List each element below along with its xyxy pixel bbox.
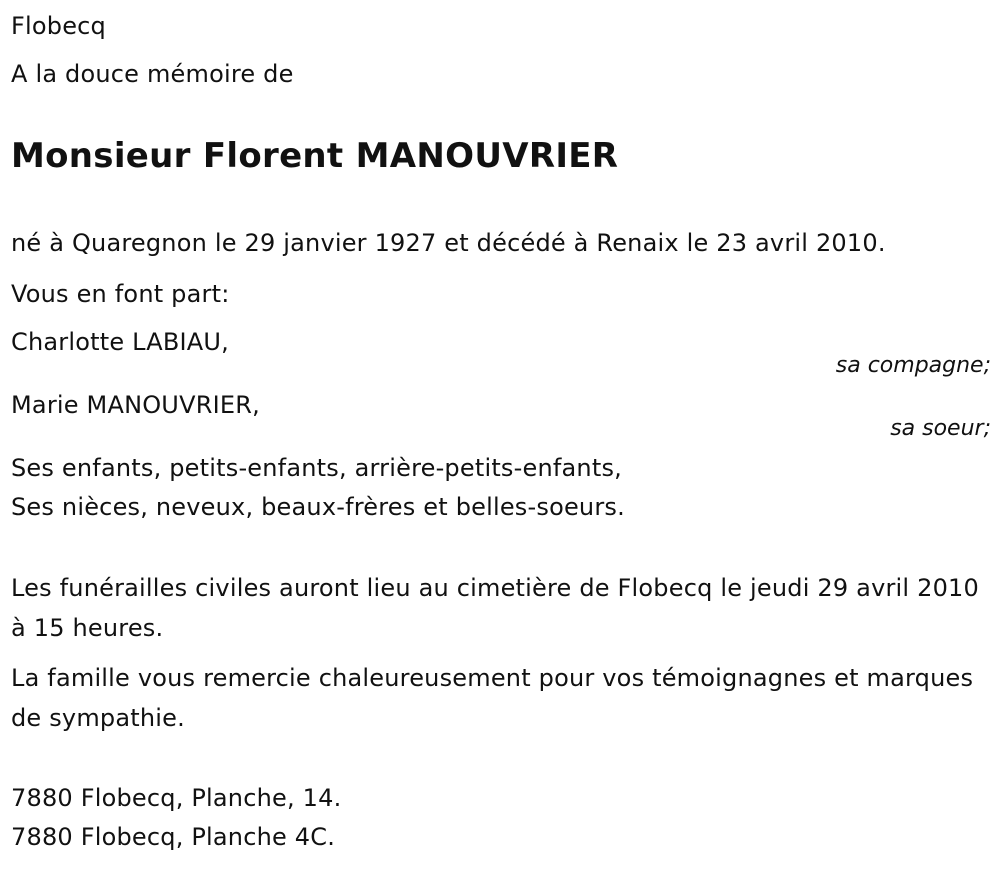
address-line: 7880 Flobecq, Planche 4C.: [11, 823, 336, 851]
relatives-line: Ses enfants, petits-enfants, arrière-petits-enfants,: [11, 454, 622, 482]
announce-text: Vous en font part:: [11, 280, 230, 308]
funeral-info: Les funérailles civiles auront lieu au cimetière de Flobecq le jeudi 29 avril 2010 à 15 heures.: [11, 574, 979, 642]
address-line: 7880 Flobecq, Planche, 14.: [11, 784, 342, 812]
intro-text: A la douce mémoire de: [11, 60, 294, 88]
birth-death-text: né à Quaregnon le 29 janvier 1927 et décédé à Renaix le 23 avril 2010.: [11, 229, 886, 257]
deceased-name: Monsieur Florent MANOUVRIER: [11, 136, 619, 176]
relatives-line: Ses nièces, neveux, beaux-frères et belles-soeurs.: [11, 493, 625, 521]
thanks-text: La famille vous remercie chaleureusement pour vos témoignagnes et marques de sympathie.: [11, 664, 974, 732]
family-member-relation: sa soeur;: [890, 416, 991, 441]
location-heading: Flobecq: [11, 12, 106, 40]
family-member-relation: sa compagne;: [835, 353, 991, 378]
family-member-name: Charlotte LABIAU,: [11, 328, 230, 356]
family-member-name: Marie MANOUVRIER,: [11, 391, 260, 419]
